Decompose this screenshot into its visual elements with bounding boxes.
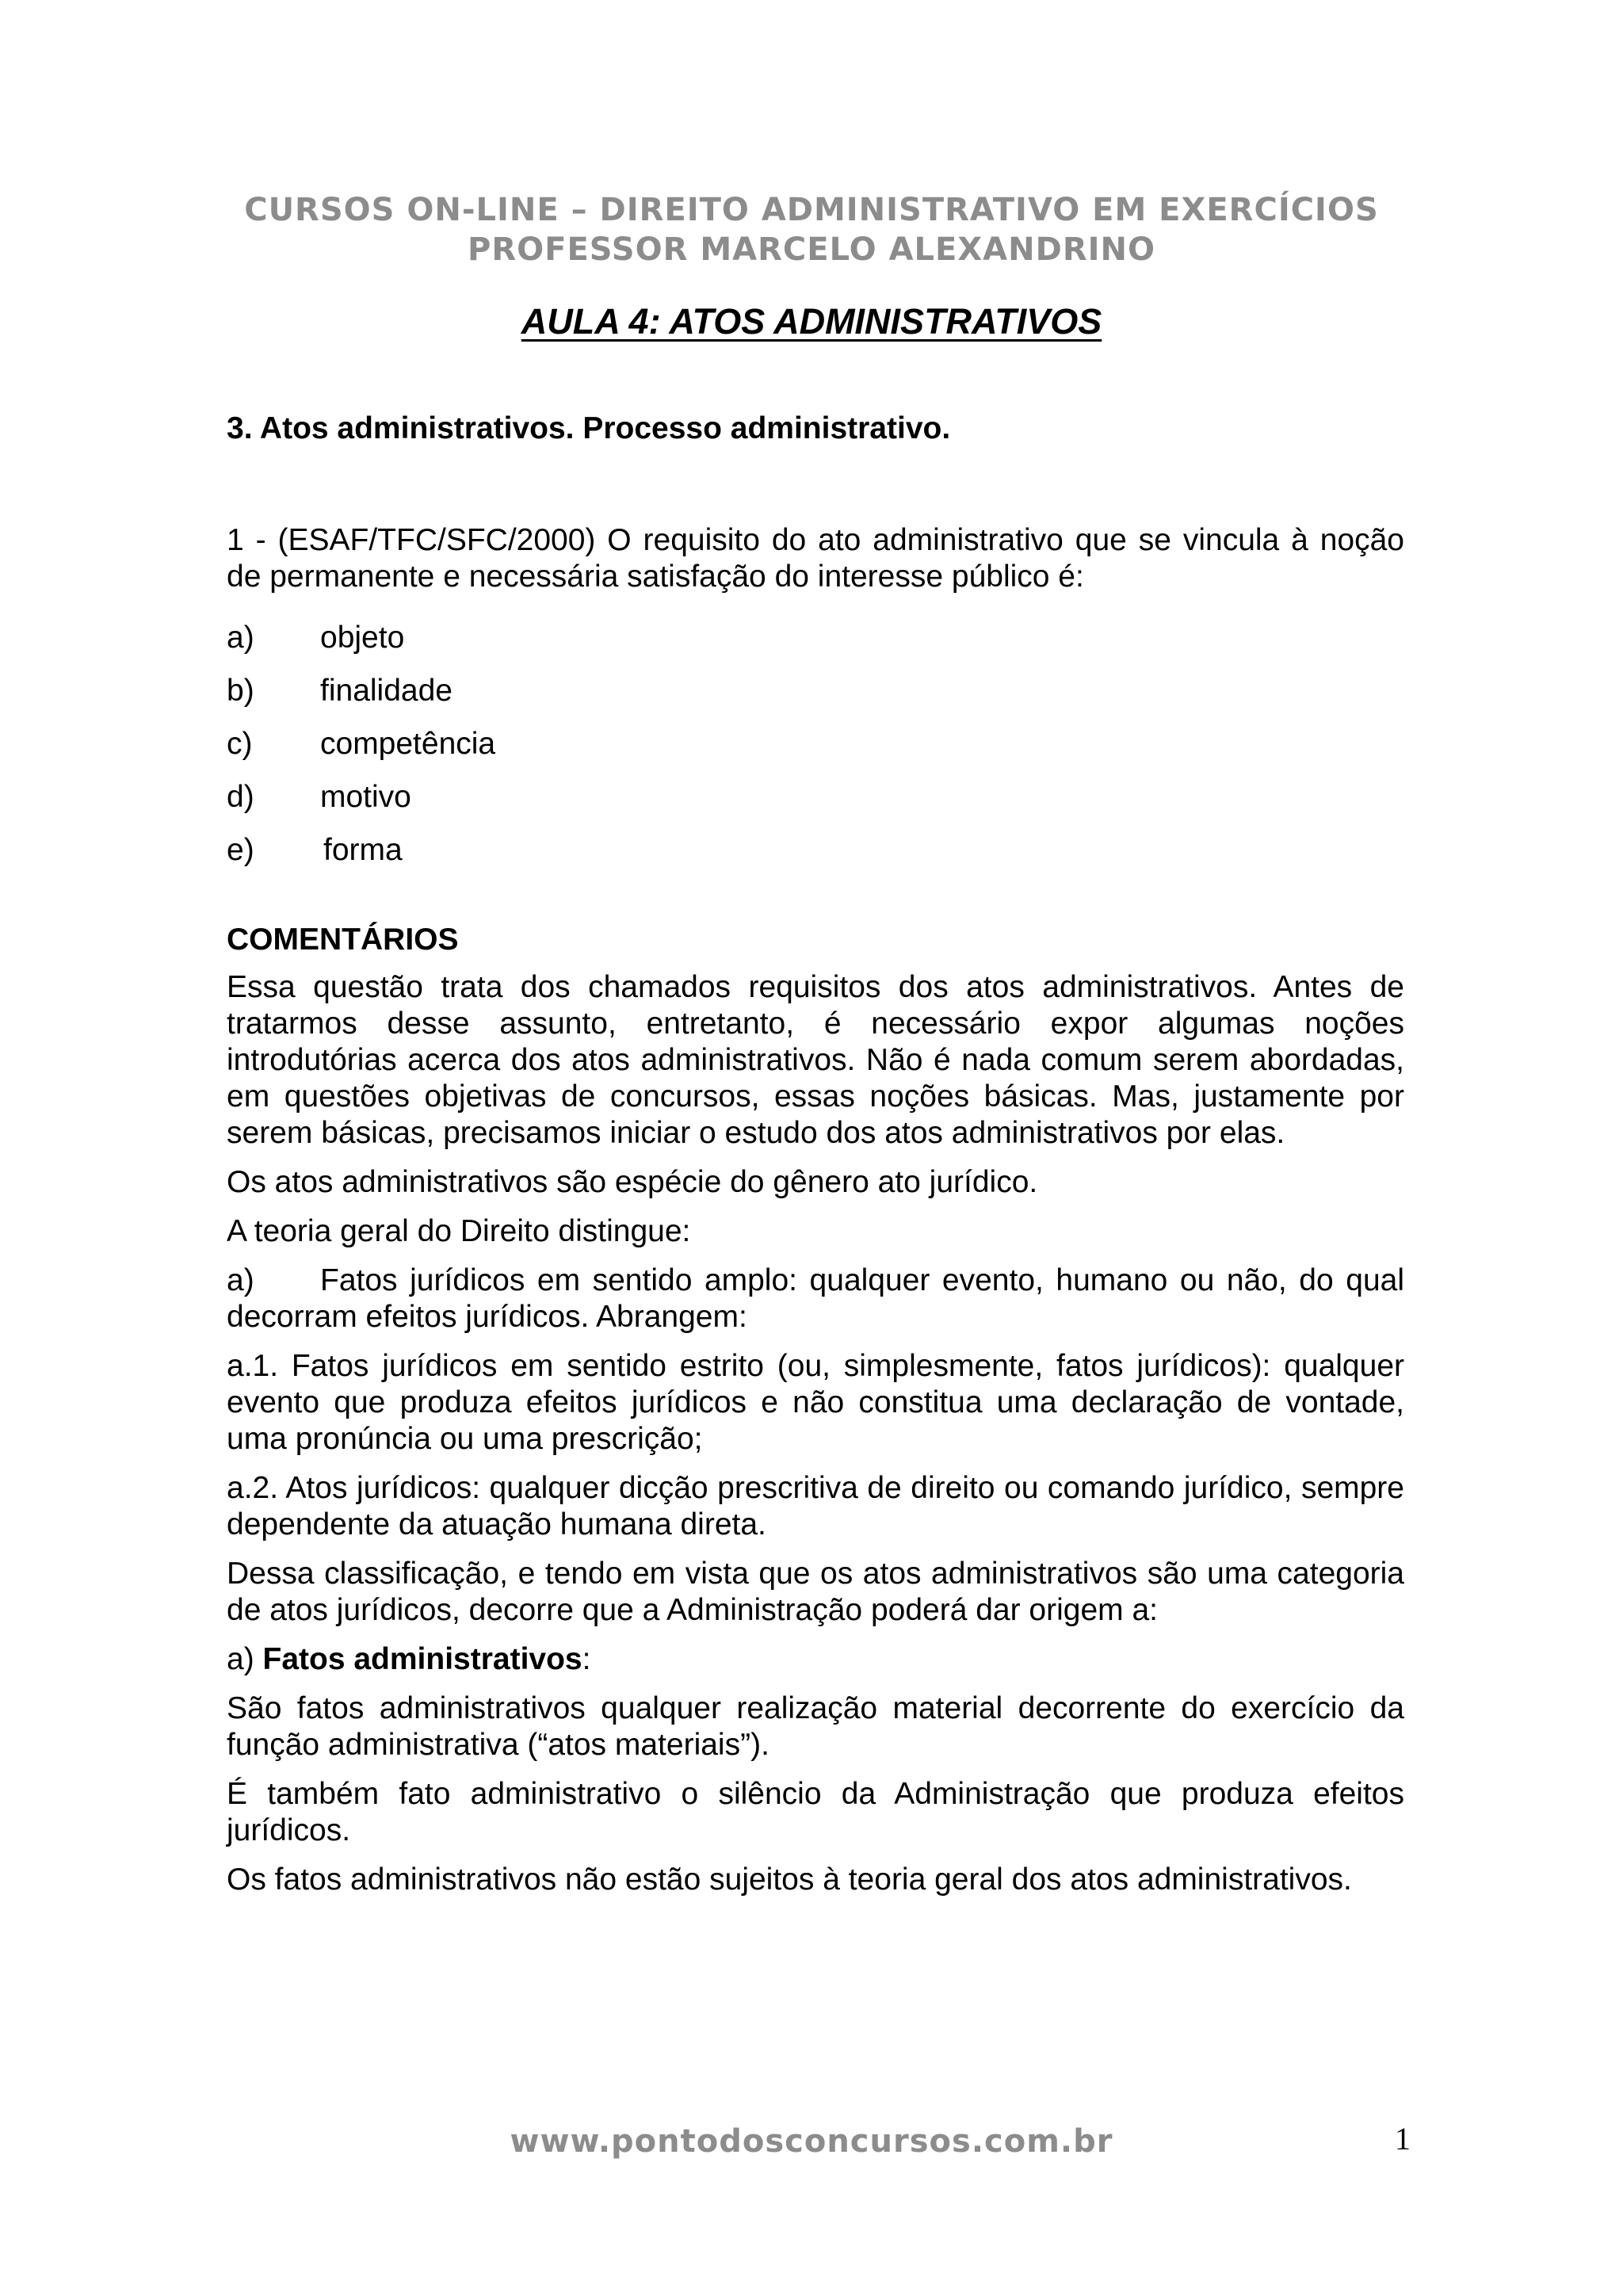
comments-heading: COMENTÁRIOS [227,923,459,957]
fatos-suffix: : [582,1642,591,1676]
comments-paragraph-theory: A teoria geral do Direito distingue: [227,1214,691,1248]
option-letter: a) [227,620,254,655]
header-course-line: CURSOS ON-LINE – DIREITO ADMINISTRATIVO EM EXERCÍCIOS [244,192,1379,228]
page-header [0,190,1623,269]
comments-item-a2: a.2. Atos jurídicos: qualquer dicção prescritiva de direito ou comando jurídico, sempre dependente da atuação humana direta. [227,1471,1404,1541]
option-letter: d) [227,779,254,814]
fatos-bold: Fatos administrativos [262,1642,582,1676]
option-e [227,823,1404,877]
option-a [227,611,1404,664]
comments-item-a1: a.1. Fatos jurídicos em sentido estrito (ou, simplesmente, fatos jurídicos): qualquer evento que produza efeitos jurídicos e não constitua uma declaração de vontade, uma pronúncia ou uma prescrição; [227,1349,1404,1456]
option-letter: c) [227,726,253,761]
comments-item-a [227,1263,1404,1335]
section-heading: 3. Atos administrativos. Processo administrativo. [227,411,951,445]
question-text: 1 - (ESAF/TFC/SFC/2000) O requisito do ato administrativo que se vincula à noção de permanente e necessária satisfação do interesse público é: [227,523,1404,594]
option-letter: e) [227,832,254,867]
comments-paragraph-fatos-def: São fatos administrativos qualquer realização material decorrente do exercício da função administrativa (“atos materiais”). [227,1691,1404,1762]
option-b [227,664,1404,717]
comments-paragraph-intro: Essa questão trata dos chamados requisitos dos atos administrativos. Antes de tratarmos desse assunto, entretanto, é necessário expor algumas noções introdutórias acerca dos atos administrativos. Não é nada comum serem abordadas, em questões objetivas de concursos, essas noções básicas. Mas, justamente por serem básicas, precisamos iniciar o estudo dos atos administrativos por elas. [227,970,1404,1150]
comments-paragraph-silencio: É também fato administrativo o silêncio da Administração que produza efeitos jurídicos. [227,1777,1404,1847]
item-letter: a) [227,1263,254,1297]
main-content [227,411,1404,1898]
page-number: 1 [1395,2121,1411,2157]
comments-paragraph-teoria: Os fatos administrativos não estão sujeitos à teoria geral dos atos administrativos. [227,1862,1352,1897]
lesson-title: AULA 4: ATOS ADMINISTRATIVOS [521,301,1102,342]
fatos-prefix: a) [227,1642,263,1676]
option-text: competência [320,726,496,761]
option-d [227,770,1404,823]
comments-paragraph-classification: Dessa classificação, e tendo em vista que os atos administrativos são uma categoria de atos jurídicos, decorre que a Administração poderá dar origem a: [227,1557,1404,1627]
option-letter: b) [227,673,254,708]
option-text: motivo [320,779,411,814]
comments-fatos-heading [227,1641,1404,1678]
option-c [227,717,1404,770]
footer-url: www.pontodosconcursos.com.br [510,2123,1113,2160]
answer-options [227,611,1404,877]
item-text: Fatos jurídicos em sentido amplo: qualquer evento, humano ou não, do qual decorram efeitos jurídicos. Abrangem: [227,1263,1404,1334]
comments-paragraph-genre: Os atos administrativos são espécie do gênero ato jurídico. [227,1165,1038,1199]
option-text: forma [323,832,403,867]
option-text: finalidade [320,673,453,708]
option-text: objeto [320,620,405,655]
header-professor-line: PROFESSOR MARCELO ALEXANDRINO [468,231,1155,268]
